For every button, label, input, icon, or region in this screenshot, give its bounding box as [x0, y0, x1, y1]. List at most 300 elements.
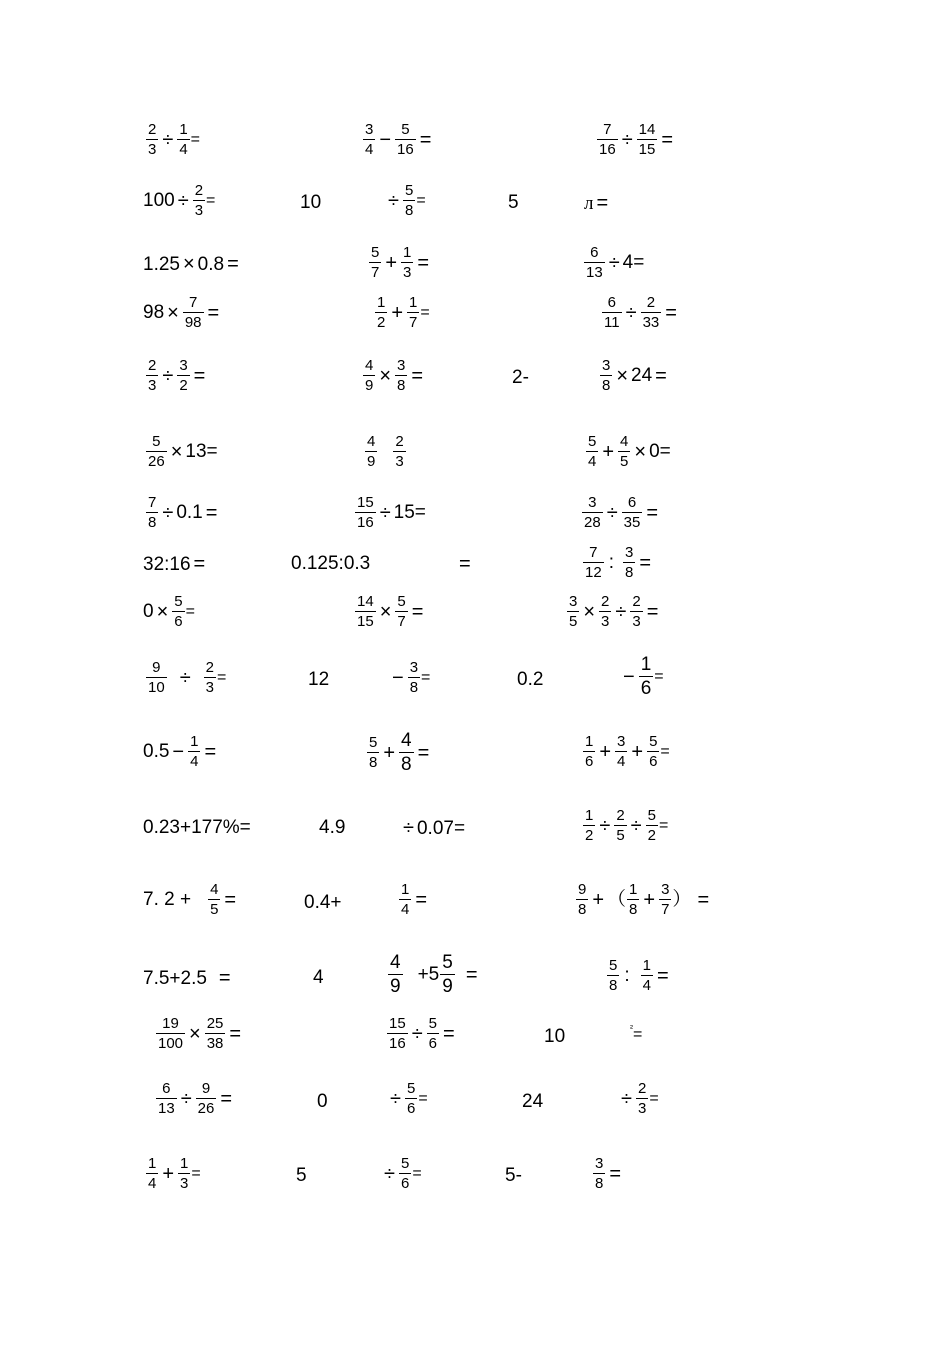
numerator: 5 [406, 1080, 416, 1097]
denominator: 7 [371, 264, 380, 281]
fraction [355, 495, 376, 530]
fraction [196, 1081, 217, 1116]
fraction [208, 882, 220, 917]
denominator: 7 [397, 613, 406, 630]
times-sign: × [189, 1022, 201, 1045]
numerator: 9 [578, 881, 587, 898]
denominator: 2 [647, 827, 656, 844]
number: 13= [185, 441, 218, 462]
number: 10 [300, 192, 322, 213]
fraction [583, 734, 595, 769]
denominator: 26 [148, 453, 165, 470]
equals-sign: = [420, 303, 430, 321]
problem-part [381, 1156, 422, 1191]
problem [155, 1081, 235, 1116]
times-sign: × [167, 301, 179, 324]
colon-sign: : [608, 552, 614, 573]
problem-part [544, 1027, 565, 1046]
plus-sign: + [391, 301, 404, 324]
equals-sign: = [416, 191, 426, 209]
problem [143, 254, 242, 274]
equals-sign: = [206, 191, 216, 209]
numerator: 5 [400, 1155, 410, 1172]
equals-sign: = [415, 888, 428, 911]
number: 24 [631, 365, 653, 386]
equals-sign: = [191, 1164, 201, 1182]
numerator: 3 [617, 733, 626, 750]
equals-sign: = [654, 667, 664, 685]
number: 4= [622, 252, 645, 273]
equals-sign: = [190, 130, 201, 148]
equals-sign: = [217, 668, 227, 686]
denominator: 4 [588, 453, 597, 470]
equals-sign: = [205, 501, 218, 524]
problem [366, 731, 432, 774]
numerator: 1 [401, 881, 410, 898]
problem-part [508, 193, 519, 212]
times-sign: × [156, 600, 169, 623]
equals-sign: = [609, 1162, 622, 1185]
numerator: 3 [595, 1155, 604, 1172]
problem-part [387, 1081, 428, 1116]
divide-sign: ÷ [625, 301, 637, 324]
denominator: 6 [585, 753, 594, 770]
denominator: 16 [397, 141, 414, 158]
numerator: 5 [609, 957, 618, 974]
fraction [600, 358, 612, 393]
equals-sign: = [697, 888, 710, 911]
numerator: 7 [189, 294, 198, 311]
divide-sign: ÷ [379, 501, 391, 524]
minus-sign: − [623, 665, 635, 688]
fraction [375, 295, 387, 330]
problem [599, 358, 670, 393]
denominator: 15 [357, 613, 374, 630]
fraction [641, 295, 662, 330]
equals-sign: = [417, 741, 430, 764]
number: 0.5 [143, 741, 170, 762]
equals-sign: = [229, 1022, 242, 1045]
problem-part [505, 1166, 522, 1185]
numerator: 6 [162, 1080, 171, 1097]
times-sign: × [616, 364, 629, 387]
numerator: 6 [627, 494, 637, 511]
denominator: 4 [642, 977, 651, 994]
denominator: 13 [586, 264, 603, 281]
problem [606, 958, 672, 993]
numerator: 3 [179, 357, 188, 374]
number: 0.4+ [304, 892, 342, 913]
problem [143, 734, 219, 769]
divide-sign: ÷ [384, 1162, 395, 1185]
fraction [659, 882, 671, 917]
fraction [582, 495, 603, 530]
numerator: 1 [403, 244, 412, 261]
problem-part [512, 368, 529, 387]
equals-sign: = [665, 301, 677, 324]
fraction [146, 1156, 158, 1191]
numerator: 9 [201, 1080, 211, 1097]
problem [374, 295, 430, 330]
number: 98 [143, 302, 165, 323]
equals-sign: = [459, 553, 471, 575]
denominator: 26 [197, 1100, 215, 1117]
equals-sign: = [421, 668, 431, 686]
fraction [593, 1156, 605, 1191]
fraction [401, 245, 413, 280]
divide-sign: ÷ [411, 1022, 423, 1045]
problem [145, 358, 208, 393]
fraction [146, 434, 167, 469]
problem [581, 495, 661, 530]
denominator: 13 [158, 1100, 175, 1117]
equals-sign: = [596, 192, 609, 214]
problem [582, 545, 654, 580]
numerator: 4 [210, 881, 219, 898]
numerator: 3 [397, 357, 406, 374]
denominator: 2 [179, 377, 188, 394]
fraction [615, 734, 627, 769]
plus-sign: + [162, 1162, 175, 1185]
numerator: 15 [357, 494, 374, 511]
fraction [408, 660, 420, 695]
problem [143, 554, 208, 574]
numerator: 1 [585, 733, 594, 750]
divide-sign: ÷ [162, 128, 174, 151]
denominator: 10 [148, 679, 165, 696]
problem [143, 295, 222, 330]
numerator: 4 [620, 433, 629, 450]
divide-sign: ÷ [177, 189, 189, 212]
number: 5- [505, 1165, 522, 1186]
number: 7. 2 + [143, 889, 192, 910]
number: 12 [308, 669, 330, 690]
fraction [403, 183, 415, 218]
denominator: 3 [148, 141, 157, 158]
equals-sign: = [656, 964, 669, 987]
equals-sign: = [639, 551, 651, 574]
fraction [393, 434, 405, 469]
number: 0 [143, 601, 154, 622]
problem [582, 808, 668, 843]
equals-sign: = [419, 128, 432, 151]
divide-sign: ÷ [606, 501, 618, 524]
fraction [597, 122, 618, 157]
denominator: 3 [180, 1175, 189, 1192]
equals-sign: = [655, 364, 667, 387]
numerator: 4 [390, 952, 401, 973]
plus-sign: + [383, 741, 396, 764]
numerator: 3 [409, 659, 419, 676]
problem [601, 295, 680, 330]
equals-sign: = [220, 1087, 233, 1110]
denominator: 6 [406, 1100, 416, 1117]
numerator: 2 [601, 593, 610, 610]
equals-sign: = [204, 740, 217, 763]
left-paren: （ [607, 889, 627, 910]
number: +5 [417, 964, 440, 985]
divide-sign: ÷ [621, 1087, 632, 1110]
numerator: 4 [401, 730, 412, 751]
number: 15= [393, 502, 426, 523]
divide-sign: ÷ [608, 251, 620, 274]
number: 4.9 [319, 817, 346, 838]
fraction [395, 594, 407, 629]
numerator: 5 [397, 593, 406, 610]
number: 1.25 [143, 253, 180, 275]
fraction [614, 808, 626, 843]
equals-sign: = [660, 742, 670, 760]
numerator: 5 [428, 1015, 438, 1032]
fraction [641, 958, 653, 993]
denominator: 7 [409, 314, 418, 331]
number: 0.23+177%= [143, 817, 251, 838]
fraction [369, 245, 381, 280]
fraction [177, 122, 189, 157]
numerator: 1 [585, 807, 594, 824]
numerator: 6 [607, 294, 616, 311]
problem [354, 495, 426, 530]
denominator: 16 [599, 141, 616, 158]
fraction [367, 735, 379, 770]
problem [143, 882, 239, 917]
equals-sign: = [411, 364, 424, 387]
denominator: 11 [604, 314, 620, 331]
problem-part [592, 1156, 624, 1191]
fraction [156, 1016, 185, 1051]
numerator: 2 [205, 659, 215, 676]
equals-sign: = [443, 1022, 455, 1045]
equals-sign: = [412, 1164, 422, 1182]
denominator: 28 [584, 514, 601, 531]
problem [145, 1156, 201, 1191]
denominator: 9 [390, 976, 401, 997]
denominator: 16 [357, 514, 374, 531]
equals-sign: = [659, 441, 671, 462]
divide-sign: ÷ [630, 814, 642, 837]
fraction [576, 882, 588, 917]
number: 5 [296, 1165, 307, 1186]
fraction [639, 655, 654, 698]
number: 24 [522, 1091, 544, 1112]
fraction [156, 1081, 177, 1116]
fraction [146, 495, 158, 530]
fraction [583, 808, 595, 843]
numerator: 1 [148, 1155, 157, 1172]
problem-part [296, 1166, 307, 1185]
equals-sign: = [646, 501, 659, 524]
equals-sign: = [649, 1089, 659, 1107]
problem [143, 818, 251, 837]
denominator: 15 [638, 141, 656, 158]
number: 0.8 [197, 253, 225, 275]
times-sign: × [634, 440, 647, 463]
number: 32:16 [143, 553, 191, 575]
denominator: 3 [395, 453, 404, 470]
numerator: 2 [148, 357, 157, 374]
equals-sign: = [218, 967, 231, 989]
number: 0 [317, 1091, 328, 1112]
fraction [584, 245, 605, 280]
equals-sign: = [465, 963, 478, 986]
problem [143, 968, 234, 988]
problem [583, 245, 644, 280]
denominator: 8 [369, 754, 378, 771]
fraction [427, 1016, 439, 1051]
minus-sign: − [392, 666, 404, 689]
divide-sign: ÷ [390, 1087, 401, 1110]
denominator: 8 [624, 564, 634, 581]
problem [143, 594, 195, 629]
number: 7.5+2.5 [143, 967, 207, 989]
fraction [363, 122, 375, 157]
fraction [388, 953, 403, 996]
problem [291, 554, 370, 573]
problem [386, 1016, 458, 1051]
problem [362, 122, 434, 157]
fraction [637, 122, 658, 157]
fraction [355, 594, 376, 629]
problem-part [389, 660, 430, 695]
fraction [363, 358, 375, 393]
denominator: 3 [632, 613, 641, 630]
plus-sign: + [631, 740, 644, 763]
denominator: 4 [617, 753, 626, 770]
problem-part [319, 818, 345, 837]
times-sign: × [379, 600, 392, 623]
fraction [188, 734, 200, 769]
fraction [618, 434, 630, 469]
fraction [146, 358, 158, 393]
problem [582, 734, 670, 769]
numerator: 19 [162, 1015, 179, 1032]
problem-part [620, 655, 664, 698]
numerator: 2 [616, 807, 625, 824]
numerator: 2 [646, 294, 656, 311]
problem [566, 594, 661, 629]
fraction [395, 122, 416, 157]
times-sign: × [379, 364, 392, 387]
denominator: 9 [442, 976, 453, 997]
equals-sign: = [661, 128, 674, 151]
fraction [395, 358, 407, 393]
fraction [146, 660, 167, 695]
equals-sign: = [224, 888, 237, 911]
number: 0 [649, 441, 660, 462]
denominator: 4 [190, 753, 199, 770]
equals-sign: = [646, 600, 659, 623]
problem [354, 594, 426, 629]
numerator: 2 [637, 1080, 647, 1097]
fraction [399, 731, 414, 774]
numerator: 5 [401, 121, 410, 138]
fraction [630, 594, 642, 629]
problem-part [398, 882, 430, 917]
fraction [646, 808, 658, 843]
denominator: 9 [365, 377, 374, 394]
denominator: 2 [377, 314, 386, 331]
numerator: 5 [371, 244, 380, 261]
problem-part [522, 1092, 543, 1111]
denominator: 3 [148, 377, 157, 394]
problem-part [618, 1081, 659, 1116]
number: 0.07= [416, 817, 466, 839]
equals-sign: = [207, 301, 220, 324]
numerator: 1 [179, 121, 188, 138]
problem-part [584, 193, 611, 213]
denominator: 4 [365, 141, 374, 158]
numerator: 3 [569, 593, 578, 610]
equals-sign: = [411, 600, 424, 623]
equals-sign: = [633, 1026, 643, 1043]
fraction [567, 594, 579, 629]
plus-sign: + [643, 888, 656, 911]
numerator: 9 [152, 659, 161, 676]
numerator: 3 [661, 881, 670, 898]
fraction [586, 434, 598, 469]
number: 2- [512, 367, 529, 388]
problem [575, 882, 712, 917]
denominator: 9 [367, 453, 376, 470]
numerator: 3 [588, 494, 597, 511]
numerator: 25 [206, 1015, 224, 1032]
fraction [204, 660, 216, 695]
problem [145, 122, 200, 157]
number: 0.1 [176, 502, 203, 523]
numerator: 5 [647, 807, 656, 824]
problem [596, 122, 676, 157]
exponent: ² [630, 1022, 633, 1033]
fraction [627, 882, 639, 917]
problem-part [300, 193, 321, 212]
fraction [146, 122, 158, 157]
denominator: 8 [404, 202, 414, 219]
denominator: 4 [179, 141, 188, 158]
numerator: 1 [629, 881, 638, 898]
problem [155, 1016, 244, 1051]
denominator: 5 [569, 613, 578, 630]
times-sign: × [182, 253, 195, 275]
divide-sign: ÷ [599, 814, 611, 837]
fraction [387, 1016, 408, 1051]
numerator: 2 [194, 182, 204, 199]
equals-sign: = [185, 602, 195, 620]
plus-sign: + [592, 888, 605, 911]
denominator: 35 [623, 514, 641, 531]
fraction [583, 545, 604, 580]
fraction [177, 358, 189, 393]
fraction [599, 594, 611, 629]
fraction [172, 594, 184, 629]
denominator: 8 [401, 754, 412, 775]
fraction [365, 434, 377, 469]
number: 4 [313, 967, 324, 988]
numerator: 5 [174, 593, 183, 610]
numerator: 1 [409, 294, 418, 311]
denominator: 16 [389, 1035, 406, 1052]
plus-sign: + [602, 440, 615, 463]
problem [585, 434, 671, 469]
plus-sign: + [599, 740, 612, 763]
denominator: 6 [640, 678, 652, 699]
equals-sign: = [193, 553, 206, 575]
fraction [178, 1156, 190, 1191]
number: 100 [143, 190, 175, 211]
denominator: 7 [661, 901, 670, 918]
divide-sign: ÷ [388, 189, 399, 212]
minus-sign: − [172, 740, 185, 763]
divide-sign: ÷ [162, 364, 174, 387]
